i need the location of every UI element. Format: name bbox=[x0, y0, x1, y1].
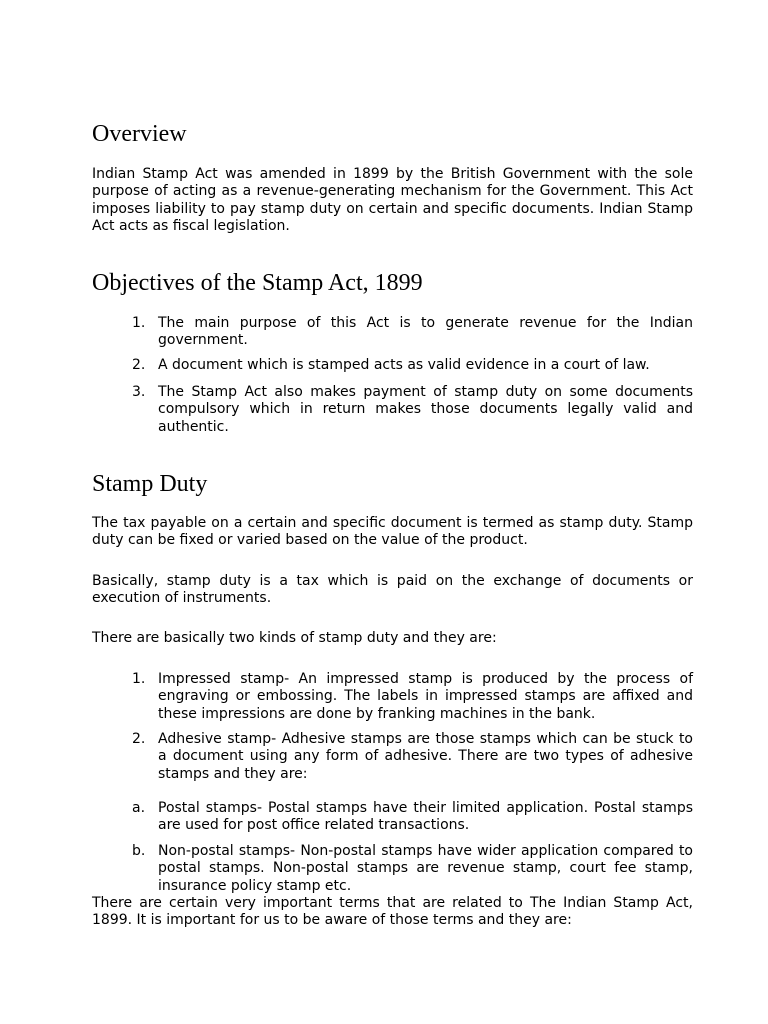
list-marker: a. bbox=[132, 800, 146, 816]
list-item-text: Non-postal stamps- Non-postal stamps have wider application compared to postal stamps. Non-postal stamps are revenue stamp, court fee stamp, insurance policy stamp etc. bbox=[158, 843, 693, 894]
list-item-text: The Stamp Act also makes payment of stamp duty on some documents compulsory which in return makes those documents legally valid and authentic. bbox=[158, 384, 693, 435]
closing-paragraph: There are certain very important terms that are related to The Indian Stamp Act, 1899. It is important for us to be aware of those terms and they are: bbox=[92, 895, 693, 929]
objectives-heading: Objectives of the Stamp Act, 1899 bbox=[92, 270, 423, 296]
list-item-text: Postal stamps- Postal stamps have their limited application. Postal stamps are used for post office related transactions. bbox=[158, 800, 693, 834]
list-marker: b. bbox=[132, 843, 146, 859]
objective-item-1 bbox=[92, 315, 693, 350]
list-item-text: Impressed stamp- An impressed stamp is produced by the process of engraving or embossing. The labels in impressed stamps are affixed and these impressions are done by franking machines in the bank. bbox=[158, 671, 693, 722]
list-item-text: A document which is stamped acts as valid evidence in a court of law. bbox=[158, 357, 650, 373]
objective-item-2 bbox=[92, 357, 693, 374]
stamp-kind-item-1 bbox=[92, 671, 693, 723]
list-marker: 2. bbox=[132, 731, 146, 747]
stamp-duty-heading: Stamp Duty bbox=[92, 471, 208, 497]
list-item-text: Adhesive stamp- Adhesive stamps are those stamps which can be stuck to a document using any form of adhesive. There are two types of adhesive stamps and they are: bbox=[158, 731, 693, 782]
overview-paragraph: Indian Stamp Act was amended in 1899 by the British Government with the sole purpose of acting as a revenue-generating mechanism for the Government. This Act imposes liability to pay stamp duty on certain and specific documents. Indian Stamp Act acts as fiscal legislation. bbox=[92, 166, 693, 235]
list-marker: 2. bbox=[132, 357, 146, 373]
stamp-duty-paragraph-2: Basically, stamp duty is a tax which is paid on the exchange of documents or execution of instruments. bbox=[92, 573, 693, 607]
stamp-kind-item-2 bbox=[92, 731, 693, 783]
list-marker: 3. bbox=[132, 384, 146, 400]
adhesive-type-item-b bbox=[92, 843, 693, 895]
list-item-text: The main purpose of this Act is to generate revenue for the Indian government. bbox=[158, 315, 693, 349]
list-marker: 1. bbox=[132, 671, 146, 687]
adhesive-type-item-a bbox=[92, 800, 693, 835]
list-marker: 1. bbox=[132, 315, 146, 331]
stamp-duty-paragraph-3: There are basically two kinds of stamp duty and they are: bbox=[92, 630, 497, 646]
overview-heading: Overview bbox=[92, 121, 187, 147]
objective-item-3 bbox=[92, 384, 693, 436]
stamp-duty-paragraph-1: The tax payable on a certain and specific document is termed as stamp duty. Stamp duty can be fixed or varied based on the value of the product. bbox=[92, 515, 693, 549]
